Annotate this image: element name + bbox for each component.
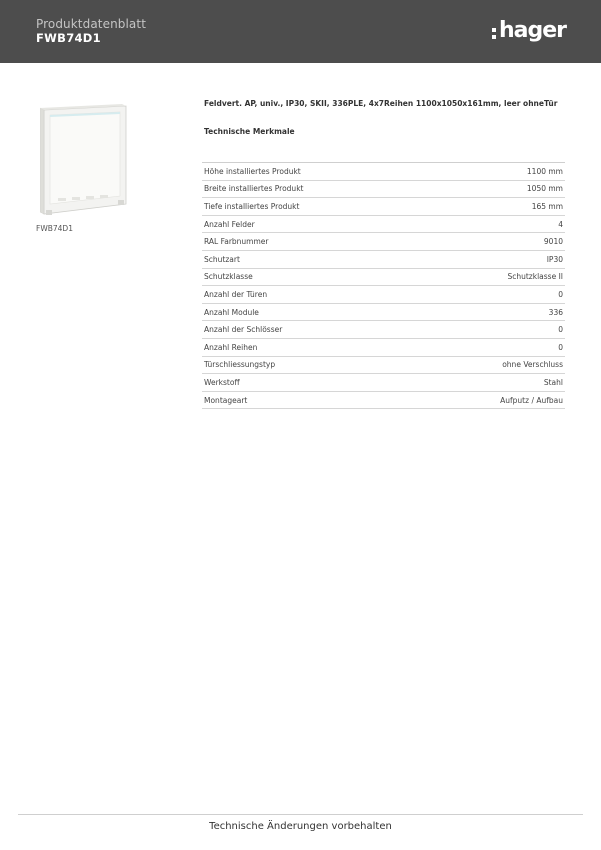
table-row xyxy=(202,339,565,357)
specs-table xyxy=(202,162,565,409)
table-row xyxy=(202,233,565,251)
table-row xyxy=(202,198,565,216)
image-caption: FWB74D1 xyxy=(36,224,73,233)
table-row xyxy=(202,321,565,339)
spec-value: 9010 xyxy=(543,237,563,247)
spec-label: Schutzart xyxy=(204,254,240,264)
logo-colon-icon xyxy=(492,26,496,40)
spec-label: Anzahl der Türen xyxy=(204,289,268,299)
table-row xyxy=(202,286,565,304)
spec-value: ohne Verschluss xyxy=(502,360,563,370)
spec-label: Werkstoff xyxy=(204,377,240,387)
hager-logo xyxy=(492,17,566,45)
spec-value: 1100 mm xyxy=(526,166,563,176)
table-row xyxy=(202,392,565,410)
footer-divider xyxy=(18,814,583,815)
spec-label: Anzahl Reihen xyxy=(204,342,258,352)
spec-label: Montageart xyxy=(204,395,248,405)
document-type: Produktdatenblatt xyxy=(36,17,146,31)
spec-value: Schutzklasse II xyxy=(507,272,563,282)
article-number: FWB74D1 xyxy=(36,31,101,45)
spec-label: Höhe installiertes Produkt xyxy=(204,166,301,176)
distribution-board-image xyxy=(40,104,128,216)
spec-value: 0 xyxy=(558,342,563,352)
table-row xyxy=(202,357,565,375)
spec-value: 165 mm xyxy=(531,201,563,211)
header-bar xyxy=(0,0,601,63)
spec-label: Türschliessungstyp xyxy=(204,360,276,370)
spec-label: Tiefe installiertes Produkt xyxy=(204,201,300,211)
table-row xyxy=(202,269,565,287)
spec-value: Stahl xyxy=(543,377,563,387)
footer-note: Technische Änderungen vorbehalten xyxy=(209,821,392,832)
table-row xyxy=(202,216,565,234)
spec-label: Anzahl der Schlösser xyxy=(204,325,283,335)
logo-wordmark: hager xyxy=(499,18,567,43)
spec-value: 0 xyxy=(558,289,563,299)
spec-value: 4 xyxy=(558,219,563,229)
spec-value: IP30 xyxy=(546,254,563,264)
table-row xyxy=(202,251,565,269)
section-heading: Technische Merkmale xyxy=(204,127,295,136)
spec-label: Anzahl Felder xyxy=(204,219,255,229)
spec-label: Anzahl Module xyxy=(204,307,259,317)
table-row xyxy=(202,181,565,199)
table-row xyxy=(202,163,565,181)
spec-value: Aufputz / Aufbau xyxy=(500,395,563,405)
spec-label: Breite installiertes Produkt xyxy=(204,184,304,194)
product-title: Feldvert. AP, univ., IP30, SKII, 336PLE, 4x7Reihen 1100x1050x161mm, leer ohneTür xyxy=(204,99,558,108)
spec-value: 1050 mm xyxy=(526,184,563,194)
spec-label: Schutzklasse xyxy=(204,272,253,282)
spec-value: 336 xyxy=(548,307,563,317)
spec-label: RAL Farbnummer xyxy=(204,237,269,247)
table-row xyxy=(202,374,565,392)
table-row xyxy=(202,304,565,322)
spec-value: 0 xyxy=(558,325,563,335)
